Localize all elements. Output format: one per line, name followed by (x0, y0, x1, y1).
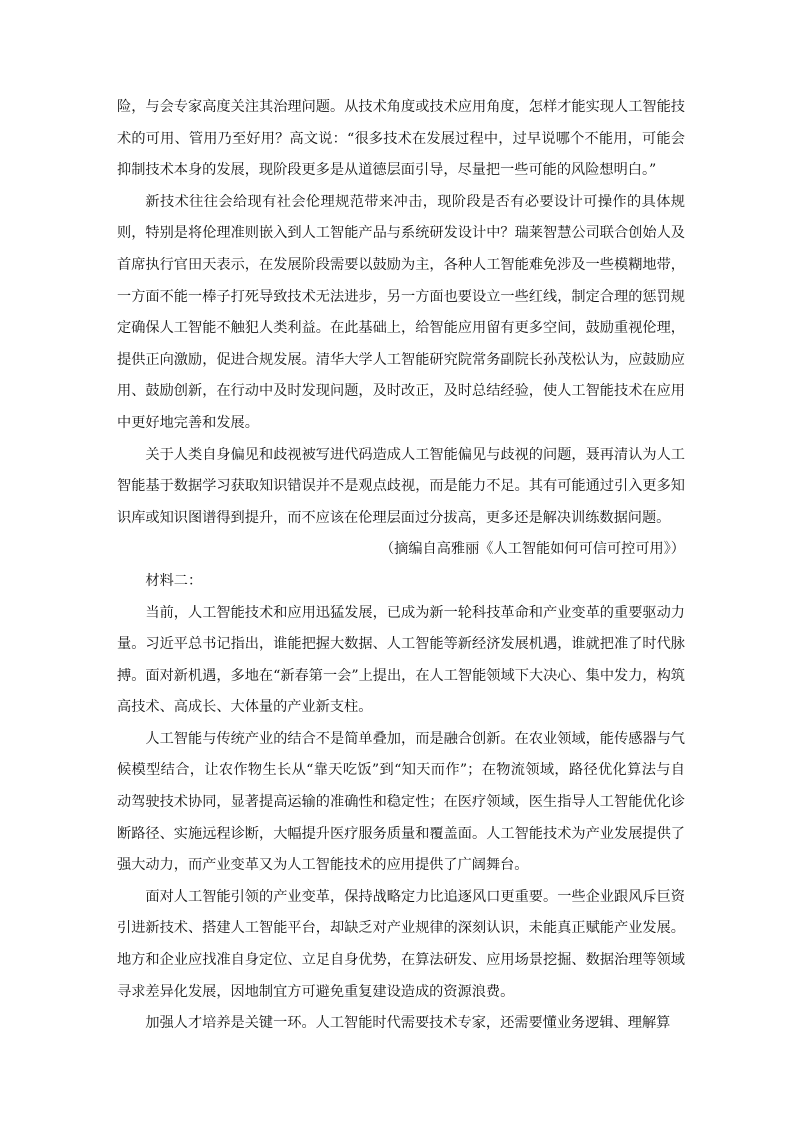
paragraph-bias: 关于人类自身偏见和歧视被写进代码造成人工智能偏见与歧视的问题，聂再清认为人工智能基于数据学习获取知识错误并不是观点歧视，而是能力不足。其有可能通过引入更多知识库或知识图谱得到提升，而不应该在伦理层面过分拔高，更多还是解决训练数据问题。 (117, 446, 685, 526)
paragraph-ethics-rules: 新技术往往会给现有社会伦理规范带来冲击，现阶段是否有必要设计可操作的具体规则，特别是将伦理准则嵌入到人工智能产品与系统研发设计中？瑞莱智慧公司联合创始人及首席执行官田天表示，在发展阶段需要以鼓励为主，各种人工智能难免涉及一些模糊地带，一方面不能一棒子打死导致技术无法进步，另一方面也要设立一些红线，制定合理的惩罚规定确保人工智能不触犯人类利益。在此基础上，给智能应用留有更多空间，鼓励重视伦理，提供正向激励，促进合规发展。清华大学人工智能研究院常务副院长孙茂松认为，应鼓励应用、鼓励创新，在行动中及时发现问题，及时改正，及时总结经验，使人工智能技术在应用中更好地完善和发展。 (117, 193, 685, 431)
material-heading: 材料二： (145, 572, 203, 589)
source-citation: （摘编自高雅丽《人工智能如何可信可控可用》） (379, 541, 685, 558)
document-page (117, 92, 685, 1040)
paragraph-talent: 加强人才培养是关键一环。人工智能时代需要技术专家，还需要懂业务逻辑、理解算 (145, 1015, 671, 1032)
paragraph-strategy: 面对人工智能引领的产业变革，保持战略定力比追逐风口更重要。一些企业跟风斥巨资引进新技术、搭建人工智能平台，却缺乏对产业规律的深刻认识，未能真正赋能产业发展。地方和企业应找准自身定位、立足自身优势，在算法研发、应用场景挖掘、数据治理等领域寻求差异化发展，因地制宜方可避免重复建设造成的资源浪费。 (117, 888, 685, 1000)
paragraph-ai-development: 当前，人工智能技术和应用迅猛发展，已成为新一轮科技革命和产业变革的重要驱动力量。习近平总书记指出，谁能把握大数据、人工智能等新经济发展机遇，谁就把准了时代脉搏。面对新机遇，多地在“新春第一会”上提出，在人工智能领域下大决心、集中发力，构筑高技术、高成长、大体量的产业新支柱。 (117, 604, 685, 716)
paragraph-continued: 险，与会专家高度关注其治理问题。从技术角度或技术应用角度，怎样才能实现人工智能技术的可用、管用乃至好用？高文说：“很多技术在发展过程中，过早说哪个不能用，可能会抑制技术本身的发展，现阶段更多是从道德层面引导，尽量把一些可能的风险想明白。” (117, 99, 685, 179)
paragraph-industry-integration: 人工智能与传统产业的结合不是简单叠加，而是融合创新。在农业领域，能传感器与气候模型结合，让农作物生长从“靠天吃饭”到“知天而作”；在物流领域，路径优化算法与自动驾驶技术协同，显著提高运输的准确性和稳定性；在医疗领域，医生指导人工智能优化诊断路径、实施远程诊断，大幅提升医疗服务质量和覆盖面。人工智能技术为产业发展提供了强大动力，而产业变革又为人工智能技术的应用提供了广阔舞台。 (117, 730, 685, 874)
